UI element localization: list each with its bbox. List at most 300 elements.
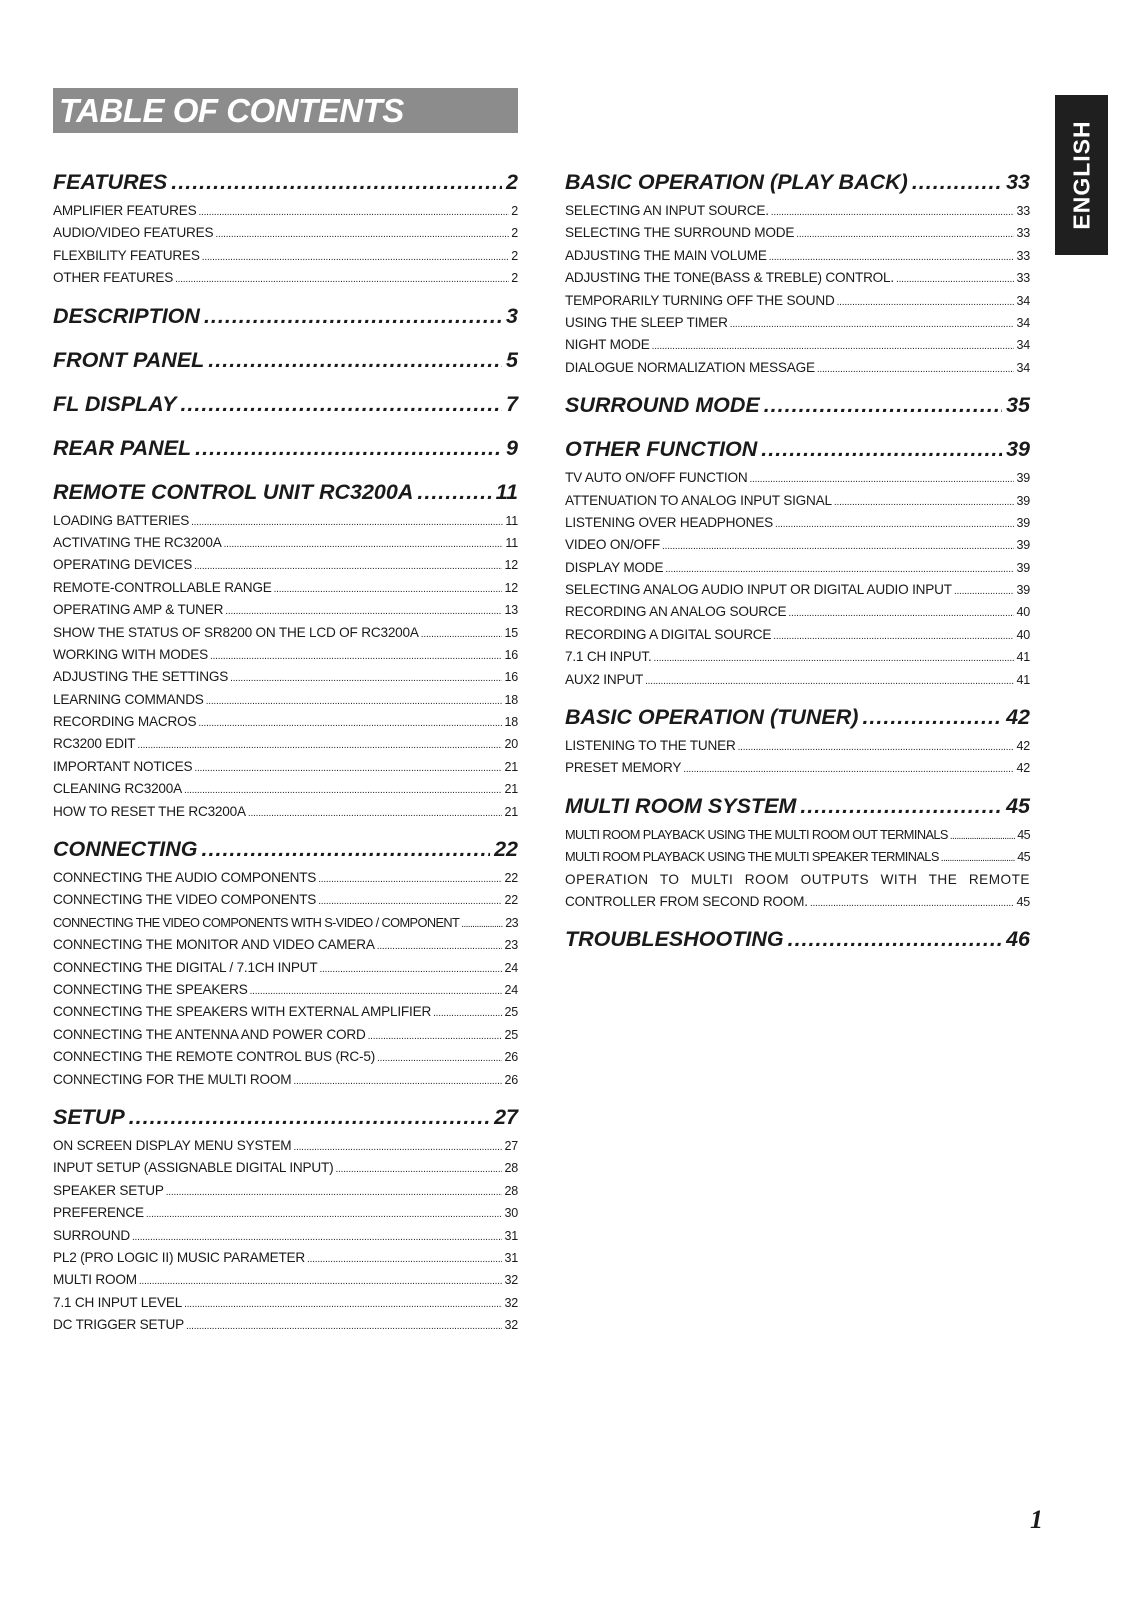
section-heading[interactable]: [565, 927, 1030, 960]
entry-label: RECORDING MACROS: [53, 714, 197, 730]
dot-leader: [184, 785, 502, 796]
entry-page-number: 22: [504, 871, 518, 886]
section-page-number: 2: [506, 170, 518, 194]
entry-label: DIALOGUE NORMALIZATION MESSAGE: [565, 359, 815, 375]
entry-page-number: 34: [1016, 360, 1030, 375]
section-heading[interactable]: [565, 705, 1030, 738]
language-tab: [1055, 95, 1108, 255]
entry-page-number: 27: [504, 1138, 518, 1153]
dot-leader: [738, 742, 1015, 753]
entry-page-number: 39: [1016, 493, 1030, 508]
toc-entry[interactable]: [565, 627, 1030, 649]
dot-leader: [788, 608, 1014, 619]
entry-label: HOW TO RESET THE RC3200A: [53, 803, 246, 819]
entry-page-number: 2: [511, 226, 518, 241]
toc-entry[interactable]: [53, 1027, 518, 1049]
toc-entry[interactable]: [53, 513, 518, 535]
dot-leader: [954, 586, 1015, 597]
toc-entry[interactable]: [565, 337, 1030, 359]
toc-section: [53, 392, 518, 425]
entry-page-number: 11: [505, 513, 518, 528]
entry-page-number: 33: [1016, 248, 1030, 263]
toc-entry[interactable]: [565, 493, 1030, 515]
toc-section: [565, 437, 1030, 694]
toc-section: [565, 705, 1030, 783]
entry-label: PRESET MEMORY: [565, 760, 682, 776]
dot-leader: [224, 539, 504, 550]
dot-leader: [377, 941, 503, 952]
toc-entry[interactable]: [53, 270, 518, 292]
dot-leader: [817, 364, 1015, 375]
dot-leader: [318, 874, 502, 885]
toc-entry[interactable]: [565, 470, 1030, 492]
entry-label: PL2 (PRO LOGIC II) MUSIC PARAMETER: [53, 1249, 306, 1265]
section-title: SETUP: [53, 1104, 125, 1129]
toc-entry[interactable]: [565, 560, 1030, 582]
entry-label: OPERATING DEVICES: [53, 557, 193, 573]
dot-leader: [184, 1299, 502, 1310]
toc-entry[interactable]: [565, 360, 1030, 382]
entry-label: CONNECTING THE REMOTE CONTROL BUS (RC-5): [53, 1049, 376, 1065]
dot-leader: [137, 740, 502, 751]
section-title: FRONT PANEL: [53, 347, 205, 372]
entry-label: LISTENING TO THE TUNER: [565, 738, 736, 754]
entry-page-number: 39: [1016, 471, 1030, 486]
entry-page-number: 34: [1016, 338, 1030, 353]
section-page-number: 39: [1006, 437, 1030, 462]
toc-section: [53, 1105, 518, 1340]
entry-label: CONNECTING THE SPEAKERS WITH EXTERNAL AMPLIFIER: [53, 1004, 432, 1020]
entry-page-number: 11: [505, 535, 518, 550]
section-heading[interactable]: [53, 170, 518, 203]
entry-page-number: 13: [504, 603, 518, 618]
toc-entry[interactable]: [53, 1049, 518, 1071]
toc-left-column: [53, 170, 518, 1339]
section-page-number: 3: [506, 303, 518, 328]
entry-page-number: 34: [1016, 315, 1030, 330]
entry-label: SELECTING AN INPUT SOURCE.: [565, 203, 769, 218]
section-heading[interactable]: [53, 436, 518, 469]
entry-label: CONNECTING THE SPEAKERS: [53, 981, 248, 997]
dot-leader: [652, 341, 1015, 352]
toc-entry[interactable]: [53, 1183, 518, 1205]
toc-entry[interactable]: [565, 315, 1030, 337]
entry-page-number: 39: [1016, 538, 1030, 553]
entry-label: IMPORTANT NOTICES: [53, 758, 193, 774]
section-title: CONNECTING: [53, 837, 198, 862]
entry-label: CONTROLLER FROM SECOND ROOM.: [565, 893, 808, 909]
toc-entry[interactable]: [565, 582, 1030, 604]
entry-label: CONNECTING THE AUDIO COMPONENTS: [53, 870, 317, 886]
entry-label: SHOW THE STATUS OF SR8200 ON THE LCD OF RC3200A: [53, 624, 419, 640]
toc-entry[interactable]: [53, 535, 518, 557]
dot-leader: [950, 831, 1015, 842]
entry-label: DC TRIGGER SETUP: [53, 1317, 184, 1333]
entry-page-number: 28: [504, 1161, 518, 1176]
dot-leader: [769, 252, 1015, 263]
toc-entry[interactable]: [53, 1160, 518, 1182]
dot-leader: [662, 541, 1014, 552]
entry-page-number: 34: [1016, 293, 1030, 308]
toc-entry[interactable]: [565, 203, 1030, 225]
dot-leader: [749, 474, 1014, 485]
section-heading[interactable]: [565, 437, 1030, 470]
section-page-number: 11: [495, 479, 518, 504]
entry-label: ADJUSTING THE MAIN VOLUME: [565, 247, 767, 263]
dot-leader: [274, 584, 503, 595]
section-title: TROUBLESHOOTING: [565, 927, 784, 952]
toc-section: [565, 927, 1030, 960]
toc-entry[interactable]: [53, 1228, 518, 1250]
toc-entry[interactable]: [53, 1317, 518, 1339]
dot-leader: [202, 252, 509, 263]
toc-entry[interactable]: [53, 1138, 518, 1160]
section-title: FEATURES: [53, 170, 168, 194]
dot-leader: [250, 986, 503, 997]
toc-entry[interactable]: [53, 714, 518, 736]
dot-leader: [335, 1164, 502, 1175]
entry-label: VIDEO ON/OFF: [565, 537, 661, 553]
dot-leader: [198, 718, 502, 729]
entry-page-number: 33: [1016, 271, 1030, 286]
entry-label: MULTI ROOM: [53, 1272, 137, 1288]
entry-page-number: 28: [504, 1183, 518, 1198]
section-title: REAR PANEL: [53, 435, 192, 460]
dot-leader: [194, 561, 502, 572]
toc-section: [565, 170, 1030, 382]
entry-page-number: 31: [504, 1228, 518, 1243]
dot-leader: [293, 1076, 502, 1087]
toc-entry[interactable]: [565, 672, 1030, 694]
entry-label: 7.1 CH INPUT LEVEL: [53, 1294, 183, 1310]
toc-entry[interactable]: [53, 1004, 518, 1026]
entry-page-number: 33: [1016, 204, 1030, 218]
section-title: MULTI ROOM SYSTEM: [565, 793, 797, 818]
dot-leader: [773, 631, 1014, 642]
toc-entry[interactable]: [565, 248, 1030, 270]
section-page-number: 46: [1006, 927, 1030, 952]
dot-leader: [837, 297, 1015, 308]
entry-label: ADJUSTING THE TONE(BASS & TREBLE) CONTROL.: [565, 270, 894, 286]
entry-label: INPUT SETUP (ASSIGNABLE DIGITAL INPUT): [53, 1160, 334, 1176]
entry-label: OPERATING AMP & TUNER: [53, 602, 224, 618]
dot-leader: [166, 1187, 503, 1198]
entry-label: CONNECTING THE MONITOR AND VIDEO CAMERA: [53, 937, 375, 953]
toc-entry[interactable]: [53, 804, 518, 826]
entry-label: CLEANING RC3200A: [53, 781, 183, 797]
toc-entry[interactable]: [53, 580, 518, 602]
entry-label: CONNECTING THE DIGITAL / 7.1CH INPUT: [53, 959, 318, 975]
entry-label: MULTI ROOM PLAYBACK USING THE MULTI SPEAKER TERMINALS: [565, 849, 939, 865]
dot-leader: [896, 274, 1014, 285]
toc-entry[interactable]: [53, 692, 518, 714]
entry-label: LOADING BATTERIES: [53, 512, 190, 528]
entry-label: RECORDING AN ANALOG SOURCE: [565, 604, 787, 620]
entry-page-number: 16: [504, 647, 518, 662]
entry-label: SPEAKER SETUP: [53, 1182, 164, 1198]
entry-page-number: 21: [504, 804, 518, 819]
dot-leader: [139, 1276, 503, 1287]
toc-entry[interactable]: [53, 870, 518, 892]
toc-section: [53, 304, 518, 337]
entry-label: SURROUND: [53, 1227, 130, 1243]
section-page-number: 22: [494, 837, 518, 862]
entry-page-number: 25: [504, 1005, 518, 1020]
entry-page-number: 16: [504, 670, 518, 685]
toc-entry[interactable]: [565, 293, 1030, 315]
page-title: TABLE OF CONTENTS: [53, 88, 518, 133]
toc-entry[interactable]: [565, 760, 1030, 782]
dot-leader: [194, 763, 502, 774]
dot-leader: [202, 837, 491, 862]
section-title: OTHER FUNCTION: [565, 437, 758, 462]
entry-page-number: 45: [1017, 850, 1030, 865]
entry-label: MULTI ROOM PLAYBACK USING THE MULTI ROOM OUT TERMINALS: [565, 826, 948, 842]
entry-page-number: 23: [505, 915, 518, 930]
dot-leader: [800, 794, 1002, 819]
entry-label: ADJUSTING THE SETTINGS: [53, 669, 229, 685]
dot-leader: [461, 919, 503, 930]
toc-entry[interactable]: [53, 1205, 518, 1227]
entry-page-number: 42: [1016, 761, 1030, 776]
toc-section: [53, 170, 518, 293]
section-title: BASIC OPERATION (PLAY BACK): [565, 170, 908, 194]
entry-label: CONNECTING THE VIDEO COMPONENTS WITH S-VIDEO / COMPONENT: [53, 914, 460, 930]
entry-page-number: 26: [504, 1072, 518, 1087]
section-page-number: 42: [1006, 705, 1030, 730]
toc-entry[interactable]: [53, 781, 518, 803]
entry-label: AUDIO/VIDEO FEATURES: [53, 225, 214, 241]
entry-label: PREFERENCE: [53, 1205, 144, 1221]
dot-leader: [171, 170, 502, 195]
dot-leader: [788, 927, 1002, 952]
toc-entry[interactable]: [53, 736, 518, 758]
entry-page-number: 45: [1016, 894, 1030, 909]
entry-label: 7.1 CH INPUT.: [565, 649, 652, 665]
dot-leader: [645, 676, 1014, 687]
entry-page-number: 12: [504, 580, 518, 595]
dot-leader: [248, 808, 503, 819]
dot-leader: [834, 497, 1015, 508]
section-heading[interactable]: [53, 348, 518, 381]
toc-entry-text[interactable]: OPERATION TO MULTI ROOM OUTPUTS WITH THE REMOTE: [565, 871, 1030, 887]
entry-label: USING THE SLEEP TIMER: [565, 314, 728, 330]
section-page-number: 7: [506, 391, 518, 416]
entry-page-number: 23: [504, 938, 518, 953]
dot-leader: [771, 207, 1015, 218]
toc-entry[interactable]: [565, 827, 1030, 849]
entry-label: WORKING WITH MODES: [53, 646, 208, 662]
entry-page-number: 41: [1016, 672, 1030, 687]
entry-label: ATTENUATION TO ANALOG INPUT SIGNAL: [565, 492, 832, 508]
dot-leader: [421, 629, 503, 640]
entry-label: REMOTE-CONTROLLABLE RANGE: [53, 579, 272, 595]
dot-leader: [293, 1142, 502, 1153]
toc-entry[interactable]: [565, 515, 1030, 537]
entry-page-number: 42: [1016, 739, 1030, 754]
toc-section: [53, 348, 518, 381]
dot-leader: [941, 853, 1016, 864]
section-page-number: 5: [506, 347, 518, 372]
toc-entry[interactable]: [53, 892, 518, 914]
entry-page-number: 25: [504, 1027, 518, 1042]
dot-leader: [186, 1321, 502, 1332]
entry-label: FLEXBILITY FEATURES: [53, 247, 200, 263]
dot-leader: [654, 653, 1015, 664]
section-title: SURROUND MODE: [565, 393, 760, 418]
dot-leader: [730, 319, 1015, 330]
toc-entry[interactable]: [53, 557, 518, 579]
toc-entry[interactable]: [565, 270, 1030, 292]
dot-leader: [319, 964, 502, 975]
toc-entry[interactable]: [53, 669, 518, 691]
toc-entry[interactable]: [565, 738, 1030, 760]
toc-entry[interactable]: [53, 960, 518, 982]
entry-page-number: 30: [504, 1206, 518, 1221]
dot-leader: [433, 1008, 502, 1019]
toc-entry[interactable]: [53, 602, 518, 624]
toc-entry[interactable]: [565, 537, 1030, 559]
entry-label: ACTIVATING THE RC3200A: [53, 534, 222, 550]
entry-label: AUX2 INPUT: [565, 671, 644, 687]
entry-label: LEARNING COMMANDS: [53, 691, 204, 707]
entry-page-number: 32: [504, 1273, 518, 1288]
toc-entry[interactable]: [53, 225, 518, 247]
toc-section: [565, 393, 1030, 426]
toc-entry[interactable]: [565, 849, 1030, 871]
toc-entry[interactable]: [53, 248, 518, 270]
section-title: DESCRIPTION: [53, 303, 200, 328]
entry-label: CONNECTING FOR THE MULTI ROOM: [53, 1071, 292, 1087]
section-heading[interactable]: [53, 837, 518, 870]
entry-page-number: 18: [504, 692, 518, 707]
entry-label: LISTENING OVER HEADPHONES: [565, 514, 774, 530]
toc-section: [53, 436, 518, 469]
entry-page-number: 24: [504, 960, 518, 975]
toc-entry[interactable]: [53, 1272, 518, 1294]
entry-label: CONNECTING THE VIDEO COMPONENTS: [53, 892, 317, 908]
entry-label: SELECTING THE SURROUND MODE: [565, 225, 795, 241]
entry-page-number: 22: [504, 893, 518, 908]
dot-leader: [175, 274, 509, 285]
section-heading[interactable]: [53, 392, 518, 425]
toc-entry[interactable]: [53, 1250, 518, 1272]
entry-label: ON SCREEN DISPLAY MENU SYSTEM: [53, 1137, 292, 1153]
dot-leader: [146, 1209, 503, 1220]
entry-label: AMPLIFIER FEATURES: [53, 203, 197, 218]
dot-leader: [912, 170, 1002, 195]
entry-page-number: 39: [1016, 560, 1030, 575]
toc-entry[interactable]: [565, 225, 1030, 247]
toc-entry[interactable]: [53, 759, 518, 781]
entry-page-number: 2: [511, 248, 518, 263]
toc-entry[interactable]: [53, 915, 518, 937]
dot-leader: [129, 1105, 490, 1130]
entry-page-number: 39: [1016, 583, 1030, 598]
entry-label: SELECTING ANALOG AUDIO INPUT OR DIGITAL AUDIO INPUT: [565, 582, 952, 598]
toc-entry[interactable]: [53, 647, 518, 669]
dot-leader: [377, 1053, 502, 1064]
dot-leader: [307, 1254, 502, 1265]
entry-page-number: 21: [504, 759, 518, 774]
dot-leader: [318, 896, 502, 907]
toc-entry[interactable]: [53, 937, 518, 959]
toc-entry[interactable]: [565, 604, 1030, 626]
section-page-number: 27: [494, 1104, 518, 1129]
entry-label: NIGHT MODE: [565, 337, 650, 353]
section-heading[interactable]: [53, 480, 518, 513]
dot-leader: [230, 673, 502, 684]
entry-label: DISPLAY MODE: [565, 559, 664, 575]
toc-section: [53, 480, 518, 826]
section-title: BASIC OPERATION (TUNER): [565, 705, 859, 730]
dot-leader: [195, 436, 502, 461]
dot-leader: [215, 229, 509, 240]
dot-leader: [198, 207, 509, 218]
entry-page-number: 40: [1016, 605, 1030, 620]
toc-entry[interactable]: [565, 649, 1030, 671]
toc-entry[interactable]: [565, 894, 1030, 916]
toc-right-column: [565, 170, 1030, 960]
section-heading[interactable]: [53, 1105, 518, 1138]
section-page-number: 35: [1006, 393, 1030, 418]
dot-leader: [683, 764, 1014, 775]
entry-page-number: 45: [1017, 827, 1030, 842]
entry-label: TV AUTO ON/OFF FUNCTION: [565, 470, 748, 486]
entry-label: OTHER FEATURES: [53, 270, 174, 286]
entry-label: CONNECTING THE ANTENNA AND POWER CORD: [53, 1026, 366, 1042]
dot-leader: [191, 517, 503, 528]
entry-page-number: 40: [1016, 627, 1030, 642]
page-number: 1: [1030, 1505, 1043, 1534]
toc-entry[interactable]: [53, 1295, 518, 1317]
dot-leader: [761, 437, 1002, 462]
entry-page-number: 21: [504, 782, 518, 797]
dot-leader: [132, 1232, 503, 1243]
entry-page-number: 15: [504, 625, 518, 640]
section-page-number: 33: [1006, 170, 1030, 194]
entry-label: RC3200 EDIT: [53, 736, 136, 752]
entry-page-number: 31: [504, 1250, 518, 1265]
toc-section: [53, 837, 518, 1094]
dot-leader: [180, 392, 502, 417]
dot-leader: [206, 696, 503, 707]
entry-page-number: 26: [504, 1050, 518, 1065]
entry-page-number: 41: [1016, 650, 1030, 665]
dot-leader: [208, 348, 502, 373]
entry-page-number: 24: [504, 982, 518, 997]
section-heading[interactable]: [565, 393, 1030, 426]
section-heading[interactable]: [565, 170, 1030, 203]
dot-leader: [210, 651, 502, 662]
toc-section: [565, 794, 1030, 917]
entry-page-number: 18: [504, 715, 518, 730]
dot-leader: [775, 519, 1014, 530]
section-heading[interactable]: [53, 304, 518, 337]
dot-leader: [204, 304, 502, 329]
toc-entry[interactable]: [53, 203, 518, 225]
section-title: REMOTE CONTROL UNIT RC3200A: [53, 479, 414, 504]
section-heading[interactable]: [565, 794, 1030, 827]
dot-leader: [810, 898, 1015, 909]
entry-page-number: 32: [504, 1318, 518, 1333]
dot-leader: [368, 1031, 503, 1042]
toc-entry[interactable]: [53, 1072, 518, 1094]
entry-page-number: 33: [1016, 226, 1030, 241]
toc-entry[interactable]: [53, 982, 518, 1004]
language-tab-label: ENGLISH: [1068, 120, 1094, 230]
toc-entry[interactable]: [53, 625, 518, 647]
